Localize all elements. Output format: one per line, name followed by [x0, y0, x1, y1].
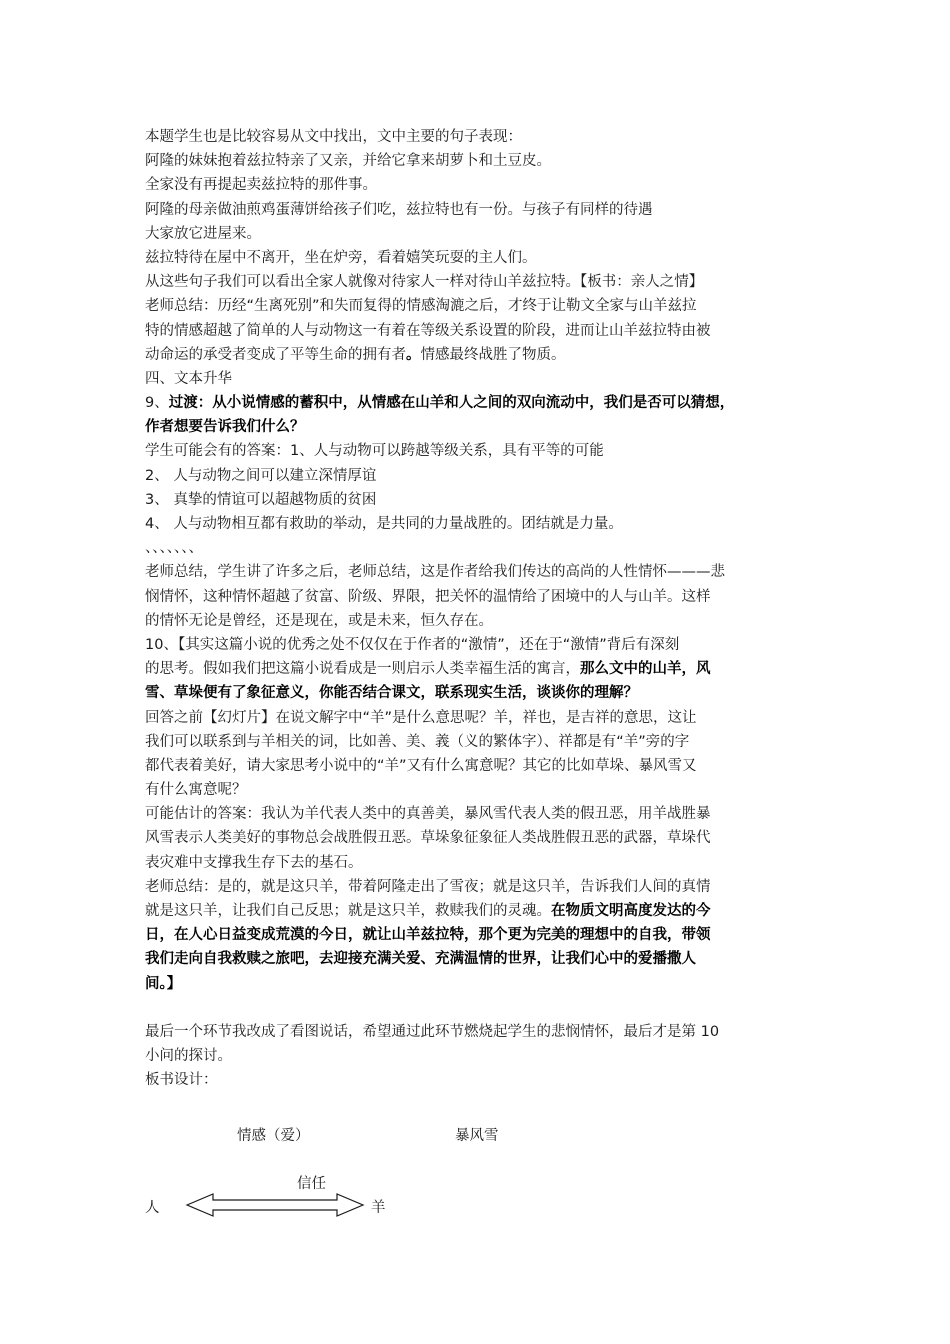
text-segment: 动命运的承受者变成了平等生命的拥有者 [145, 346, 406, 363]
text-line [145, 536, 813, 560]
text-line [145, 754, 813, 778]
text-line [145, 512, 813, 536]
text-segment: 3、 真挚的情谊可以超越物质的贫困 [145, 491, 377, 508]
bold-text-segment: 日，在人心日益变成荒漠的今日，就让山羊兹拉特，那个更为完美的理想中的自我，带领 [145, 927, 711, 944]
text-segment: 情感最终战胜了物质。 [420, 346, 566, 363]
text-segment: 表灾难中支撑我生存下去的基石。 [145, 854, 363, 871]
board-sheep-label: 羊 [371, 1200, 386, 1216]
double-arrow-icon [187, 1194, 363, 1216]
text-line [145, 270, 813, 294]
text-line [145, 1044, 813, 1068]
text-segment: 老师总结：历经“生离死别”和失而复得的情感淘漉之后，才终于让勒文全家与山羊兹拉 [145, 298, 697, 315]
text-line [145, 609, 813, 633]
bold-text-segment: 间。】 [145, 975, 182, 992]
text-line [145, 633, 813, 657]
text-line [145, 1068, 813, 1092]
board-trust-label: 信任 [297, 1176, 326, 1192]
text-line [145, 198, 813, 222]
text-segment: 最后一个环节我改成了看图说话，希望通过此环节燃烧起学生的悲悯情怀，最后才是第 10 [145, 1023, 720, 1040]
text-segment: 的情怀无论是曾经，还是现在，或是未来，恒久存在。 [145, 612, 493, 629]
text-line [145, 1020, 813, 1044]
text-segment: 老师总结，学生讲了许多之后，老师总结，这是作者给我们传达的高尚的人性情怀———悲 [145, 564, 725, 581]
text-line [145, 319, 813, 343]
text-segment: 本题学生也是比较容易从文中找出，文中主要的句子表现： [145, 129, 522, 145]
text-segment: 回答之前【幻灯片】在说文解字中“羊”是什么意思呢？羊，祥也，是吉祥的意思，这让 [145, 709, 697, 726]
text-segment: 学生可能会有的答案：1、人与动物可以跨越等级关系，具有平等的可能 [145, 443, 604, 460]
text-line [145, 778, 813, 802]
text-segment: 小问的探讨。 [145, 1048, 232, 1065]
blank-line [145, 996, 813, 1020]
text-line [145, 464, 813, 488]
text-segment: 、、、、、、、 [145, 540, 203, 557]
text-line [145, 826, 813, 850]
text-line [145, 899, 813, 923]
text-line [145, 657, 813, 681]
text-segment: 可能估计的答案：我认为羊代表人类中的真善美，暴风雪代表人类的假丑恶，用羊战胜暴 [145, 806, 711, 823]
text-line [145, 802, 813, 826]
text-line [145, 439, 813, 463]
text-line [145, 560, 813, 584]
board-diagram [145, 1170, 445, 1220]
text-segment: 阿隆的妹妹抱着兹拉特亲了又亲，并给它拿来胡萝卜和土豆皮。 [145, 153, 551, 170]
bold-text-segment: 我们走向自我救赎之旅吧，去迎接充满关爱、充满温情的世界，让我们心中的爱播撒人 [145, 951, 696, 968]
text-segment: 风雪表示人类美好的事物总会战胜假丑恶。草垛象征象征人类战胜假丑恶的武器，草垛代 [145, 830, 711, 847]
text-segment: 我们可以联系到与羊相关的词，比如善、美、義（义的繁体字）、祥都是有“羊”旁的字 [145, 733, 690, 750]
text-segment: 从这些句子我们可以看出全家人就像对待家人一样对待山羊兹拉特。【板书：亲人之情】 [145, 274, 704, 291]
text-line [145, 851, 813, 875]
text-line [145, 391, 813, 415]
text-line [145, 173, 813, 197]
text-line [145, 972, 813, 996]
text-segment: 有什么寓意呢？ [145, 782, 247, 799]
text-line [145, 222, 813, 246]
bold-text-segment: 那么文中的山羊，风 [580, 661, 711, 678]
text-segment: 老师总结：是的，就是这只羊，带着阿隆走出了雪夜；就是这只羊，告诉我们人间的真情 [145, 878, 711, 895]
bold-text-segment: 过渡：从小说情感的蓄积中，从情感在山羊和人之间的双向流动中，我们是否可以猜想， [168, 395, 735, 412]
text-line [145, 923, 813, 947]
text-line [145, 343, 813, 367]
text-line [145, 149, 813, 173]
bold-text-segment: 作者想要告诉我们什么？ [145, 419, 305, 436]
board-emotion-label: 情感（爱） [237, 1128, 310, 1144]
text-line [145, 681, 813, 705]
text-line [145, 415, 813, 439]
bold-text-segment: 在物质文明高度发达的今 [551, 903, 711, 919]
text-line [145, 706, 813, 730]
text-segment: 全家没有再提起卖兹拉特的那件事。 [145, 177, 377, 194]
text-line [145, 246, 813, 270]
text-segment: 特的情感超越了简单的人与动物这一有着在等级关系设置的阶段，进而让山羊兹拉特由被 [145, 322, 711, 339]
bold-text-segment: 雪、草垛便有了象征意义，你能否结合课文，联系现实生活，谈谈你的理解？ [145, 685, 638, 702]
text-segment: 板书设计： [145, 1072, 218, 1089]
text-line [145, 947, 813, 971]
text-segment: 四、文本升华 [145, 370, 232, 387]
text-segment: 大家放它进屋来。 [145, 225, 261, 242]
document-body [145, 125, 813, 1093]
text-line [145, 367, 813, 391]
board-storm-label: 暴风雪 [455, 1128, 499, 1144]
text-segment: 阿隆的母亲做油煎鸡蛋薄饼给孩子们吃，兹拉特也有一份。与孩子有同样的待遇 [145, 201, 653, 218]
text-segment: 都代表着美好，请大家思考小说中的“羊”又有什么寓意呢？其它的比如草垛、暴风雪又 [145, 757, 697, 774]
text-segment: 10、【其实这篇小说的优秀之处不仅仅在于作者的“激情”，还在于“激情”背后有深刻 [145, 636, 680, 653]
text-line [145, 488, 813, 512]
text-line [145, 585, 813, 609]
text-line [145, 875, 813, 899]
board-person-label: 人 [145, 1200, 160, 1216]
text-segment: 悯情怀，这种情怀超越了贫富、阶级、界限，把关怀的温情给了困境中的人与山羊。这样 [145, 588, 711, 605]
bold-text-segment: 。 [406, 346, 421, 363]
text-line [145, 294, 813, 318]
text-segment: 9、 [145, 395, 169, 412]
text-segment: 就是这只羊，让我们自己反思；就是这只羊，救赎我们的灵魂。 [145, 903, 551, 919]
text-segment: 兹拉特待在屋中不离开，坐在炉旁，看着嬉笑玩耍的主人们。 [145, 249, 537, 266]
text-line [145, 125, 813, 149]
text-segment: 4、 人与动物相互都有救助的举动，是共同的力量战胜的。团结就是力量。 [145, 516, 623, 532]
text-segment: 的思考。假如我们把这篇小说看成是一则启示人类幸福生活的寓言， [145, 661, 580, 678]
text-line [145, 730, 813, 754]
text-segment: 2、 人与动物之间可以建立深情厚谊 [145, 467, 377, 484]
